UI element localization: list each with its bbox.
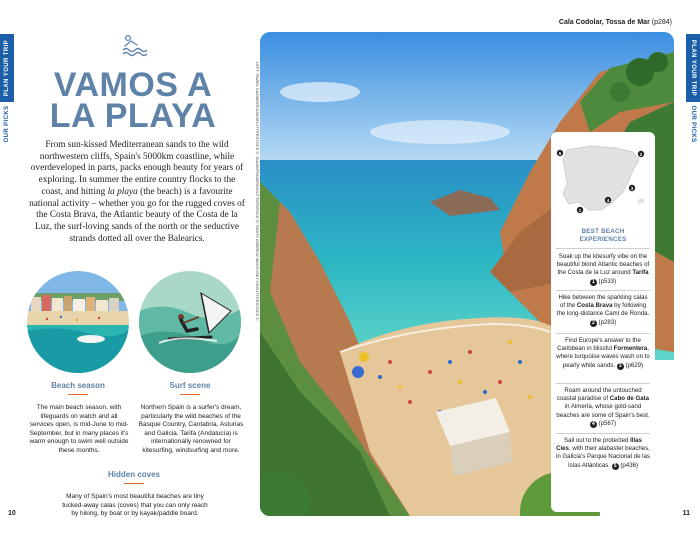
map-marker-5: 5 xyxy=(558,151,562,156)
item-number: 5 xyxy=(612,463,619,470)
caption-place: Cala Codolar, Tossa de Mar xyxy=(558,19,650,26)
page-number-right: 11 xyxy=(682,510,690,517)
experience-item-tarifa xyxy=(556,253,650,286)
page-title xyxy=(30,66,236,135)
experience-item-formentera xyxy=(556,337,650,370)
panel-separator xyxy=(556,383,650,384)
item-number: 1 xyxy=(590,279,597,286)
item-number: 4 xyxy=(590,421,597,428)
item-text-mid: by following the long-distance Camí de Ronda. xyxy=(556,302,650,318)
panel-heading xyxy=(556,228,650,244)
beach-season-text: The main beach season, with lifeguards on watch and all services open, is mid-June to mid-September, but in many places it's warm enough to swim well outside these months. xyxy=(29,404,129,454)
photo-caption xyxy=(559,19,672,26)
experience-item-cabo-de-gata xyxy=(556,387,650,428)
item-text: Hike between the sparkling calas of the xyxy=(558,294,648,310)
beach-season-heading: Beach season xyxy=(51,381,105,390)
title-line-2: LA PLAYA xyxy=(49,97,217,135)
intro-paragraph xyxy=(28,140,246,245)
item-place: Illas Cíes xyxy=(556,437,642,453)
map-marker-4: 4 xyxy=(606,198,610,203)
intro-text-start: From sun-kissed Mediterranean sands to the wild northwestern cliffs, Spain's 5000km coastline, while overdeveloped in parts, packs enough beauty for years of exploring. In summer the entire country flocks to the coast, and hitting xyxy=(30,140,244,197)
surf-scene-text: Northern Spain is a surfer's dream, particularly the wild beaches of the Basque Country, Cantabria, Asturias and Galicia. Tarifa (Andalucía) is internationally renowned for kitesurfing, windsurfing and more. xyxy=(138,404,244,454)
item-text: Sail out to the protected xyxy=(564,437,631,444)
item-page-ref: (p283) xyxy=(596,318,617,326)
item-place: Costa Brava xyxy=(576,302,613,310)
item-text: Roam around the untouched coastal paradise of xyxy=(556,387,642,403)
surf-scene-rule xyxy=(180,394,200,395)
plan-your-trip-label-right: PLAN YOUR TRIP xyxy=(690,39,696,97)
beach-town-photo xyxy=(27,271,129,373)
item-text: Find Europe's answer to the Caribbean in blissful xyxy=(557,337,641,353)
item-text: Soak up the kitesurfy vibe on the beautiful blond Atlantic beaches of the Costa de la Luz around xyxy=(556,253,650,277)
experience-item-costa-brava xyxy=(556,294,650,327)
item-page-ref: (p567) xyxy=(596,419,617,427)
windsurfer-photo xyxy=(139,271,241,373)
item-text-mid: in Almería, whose gold-sand beaches are some of Spain's best. xyxy=(556,403,650,419)
item-number: 3 xyxy=(617,363,624,370)
plan-your-trip-label-left: PLAN YOUR TRIP xyxy=(4,39,10,97)
our-picks-label-right: OUR PICKS xyxy=(690,105,696,143)
map-marker-1: 1 xyxy=(578,208,582,213)
title-line-1: VAMOS A xyxy=(53,66,213,104)
our-picks-label-left: OUR PICKS xyxy=(4,105,10,143)
item-place: Tarifa xyxy=(632,269,649,277)
panel-separator xyxy=(556,433,650,434)
page-number-left: 10 xyxy=(8,510,16,517)
item-page-ref: (p629) xyxy=(623,361,644,369)
panel-separator xyxy=(556,290,650,291)
item-text-mid: , where turquoise waves wash on to pearly white sands. xyxy=(556,345,650,369)
item-page-ref: (p436) xyxy=(618,461,638,469)
hidden-coves-rule xyxy=(124,483,144,484)
map-marker-2: 2 xyxy=(639,152,643,157)
spain-locator-map xyxy=(555,140,651,220)
item-text-mid: , with their alabaster beaches, in Galicia's Parque Nacional de las Islas Atlánticas. xyxy=(556,445,650,469)
beach-season-rule xyxy=(68,394,88,395)
item-place: Cabo de Gata xyxy=(609,395,650,403)
panel-separator xyxy=(556,333,650,334)
hidden-coves-heading: Hidden coves xyxy=(107,470,160,479)
caption-page-ref: (p284) xyxy=(649,19,672,26)
panel-separator xyxy=(556,248,650,249)
hidden-coves-text: Many of Spain's most beautiful beaches are tiny tucked-away calas (coves) that you can only reach by hiking, by boat or by kayak/paddle board. xyxy=(62,493,208,518)
panel-heading-line-2: EXPERIENCES xyxy=(579,236,627,243)
panel-heading-line-1: BEST BEACH xyxy=(581,228,625,235)
item-place: Formentera xyxy=(613,345,648,353)
item-page-ref: (p533) xyxy=(596,277,617,285)
swimmer-wave-icon xyxy=(121,33,149,57)
item-number: 2 xyxy=(590,320,597,327)
map-marker-3: 3 xyxy=(630,186,634,191)
intro-text-italic: la playa xyxy=(107,186,138,197)
intro-text-end: (the beach) is a favourite national activity – whether you go for the rugged coves of the Costa Brava, the Atlantic beauty of the Costa de la Luz, the surf-loving sands of the north or the seductive strands dotted all over the Balearics. xyxy=(29,186,245,244)
surf-scene-heading: Surf scene xyxy=(169,381,211,390)
photo-credit: LEFT: PAWEL KAZMIERCZAK/SHUTTERSTOCK ©, DIANAFRASER/SHUTTERSTOCK ©; RIGHT: ANDREW MAYOVSKYY/SHUTTERSTOCK © xyxy=(255,62,260,321)
experience-item-illas-cies xyxy=(556,437,650,470)
